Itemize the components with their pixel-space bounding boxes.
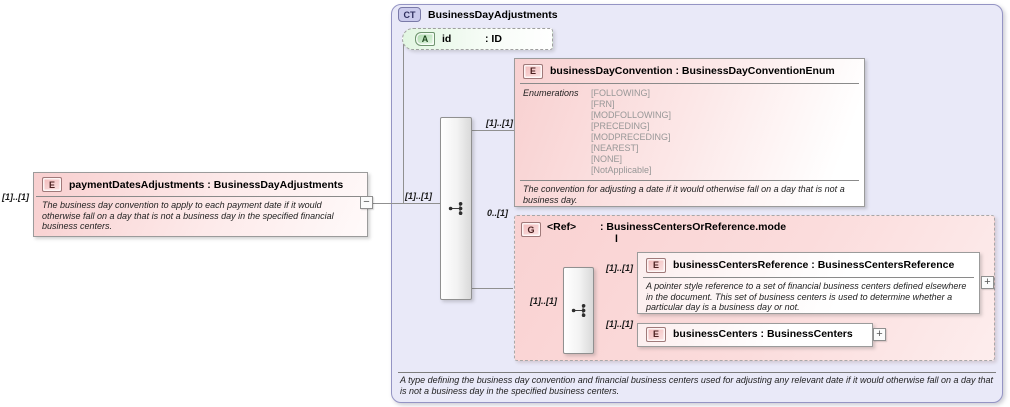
enum-value: [NotApplicable] (591, 165, 652, 175)
connector-sequence-to-businessDayConvention (470, 130, 514, 131)
connector-ct-to-sequence (391, 203, 440, 204)
element-businessCentersReference[interactable] (637, 252, 980, 314)
complextype-badge-icon: CT (398, 7, 421, 22)
element-description: The business day convention to apply to each payment date if it would otherwise fall on a day that is not a business day in the specified financial business centers. (42, 200, 334, 231)
attribute-id[interactable] (402, 28, 553, 50)
enumerations-label: Enumerations (523, 88, 579, 98)
complextype-title: BusinessDayAdjustments (428, 8, 558, 21)
complextype-header (398, 7, 558, 22)
group-name: <Ref> (547, 221, 577, 233)
element-description: A pointer style reference to a set of financial business centers defined elsewhere in the document. This set of business centers is used to determine whether a particular day is a business day or not. (646, 281, 967, 312)
divider (398, 372, 996, 373)
collapse-button[interactable]: − (360, 196, 373, 209)
enum-value: [MODFOLLOWING] (591, 110, 672, 120)
element-businessCenters[interactable] (637, 323, 873, 347)
enum-value: [MODPRECEDING] (591, 132, 671, 142)
expand-button[interactable]: + (873, 328, 886, 341)
cardinality-label: [1]..[1] (530, 296, 557, 306)
connector-sequence-to-group (470, 288, 513, 289)
group-header (521, 221, 786, 245)
enumerations-list (591, 88, 671, 176)
element-badge-icon: E (42, 177, 62, 192)
cardinality-label: [1]..[1] (606, 319, 633, 329)
connector-left-to-ct (373, 203, 391, 204)
element-title: businessCentersReference : BusinessCentersReference (673, 259, 955, 271)
attribute-type: : ID (485, 33, 502, 45)
group-type-line1: : BusinessCentersOrReference.mode (600, 221, 787, 233)
complextype-description: A type defining the business day convention and financial business centers used for adjusting any relevant date if it would otherwise fall on a day that is not a business day in the specified business centers. (400, 375, 994, 396)
element-badge-icon: E (523, 64, 543, 79)
enum-value: [NONE] (591, 154, 623, 164)
attribute-name: id (442, 33, 452, 45)
element-title: paymentDatesAdjustments : BusinessDayAdjustments (69, 178, 344, 191)
cardinality-label: [1]..[1] (2, 192, 29, 202)
element-badge-icon: E (646, 327, 666, 342)
attribute-badge-icon: A (415, 32, 435, 46)
expand-button[interactable]: + (981, 276, 994, 289)
group-type-line2: l (615, 233, 618, 245)
cardinality-label: [1]..[1] (486, 118, 513, 128)
sequence-compositor-outer[interactable] (440, 117, 472, 300)
element-businessDayConvention[interactable] (514, 58, 865, 207)
connector-ct-spine (403, 40, 404, 203)
enum-value: [PRECEDING] (591, 121, 650, 131)
element-paymentDatesAdjustments[interactable] (33, 172, 368, 237)
enum-value: [NEAREST] (591, 143, 639, 153)
cardinality-label: [1]..[1] (405, 191, 432, 201)
element-description: The convention for adjusting a date if it would otherwise fall on a day that is not a business day. (523, 184, 845, 205)
enumerations-section (515, 84, 864, 178)
sequence-icon (571, 303, 587, 318)
element-title: businessDayConvention : BusinessDayConventionEnum (550, 65, 835, 77)
group-badge-icon: G (521, 222, 541, 237)
sequence-compositor-inner[interactable] (563, 267, 594, 354)
enum-value: [FRN] (591, 99, 615, 109)
element-badge-icon: E (646, 258, 666, 273)
enum-value: [FOLLOWING] (591, 88, 651, 98)
sequence-icon (448, 201, 464, 216)
cardinality-label: 0..[1] (487, 208, 509, 218)
element-title: businessCenters : BusinessCenters (673, 328, 853, 340)
cardinality-label: [1]..[1] (606, 263, 633, 273)
